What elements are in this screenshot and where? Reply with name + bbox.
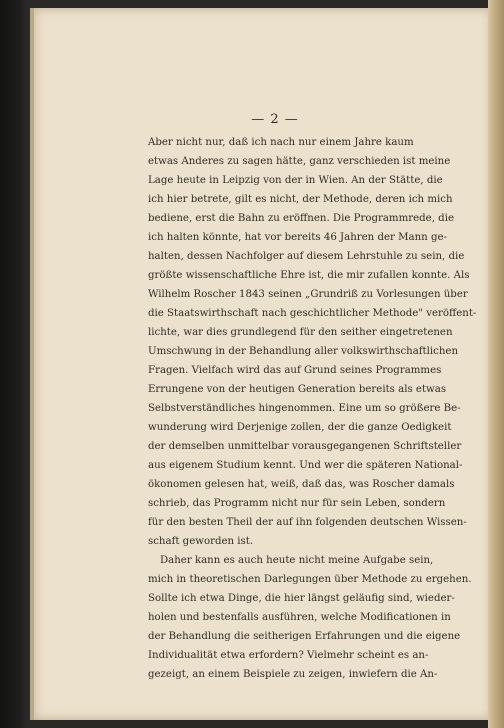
text-line: Aber nicht nur, daß ich nach nur einem Jahre kaum bbox=[148, 137, 414, 148]
text-line: aus eigenem Studium kennt. Und wer die späteren National- bbox=[148, 460, 463, 471]
text-line: mich in theoretischen Darlegungen über Methode zu ergehen. bbox=[148, 574, 472, 585]
text-line: Daher kann es auch heute nicht meine Aufgabe sein, bbox=[160, 555, 434, 566]
text-line: ich halten könnte, hat vor bereits 46 Jahren der Mann ge- bbox=[148, 232, 447, 243]
text-line: wunderung wird Derjenige zollen, der die ganze Oedigkeit bbox=[148, 422, 452, 433]
text-line: gezeigt, an einem Beispiele zu zeigen, inwiefern die An- bbox=[148, 669, 438, 680]
page-gutter bbox=[30, 8, 34, 720]
text-line: Individualität etwa erfordern? Vielmehr scheint es an- bbox=[148, 650, 429, 661]
text-line: schrieb, das Programm nicht nur für sein Leben, sondern bbox=[148, 498, 446, 509]
text-line: etwas Anderes zu sagen hätte, ganz verschieden ist meine bbox=[148, 156, 451, 167]
text-line: Lage heute in Leipzig von der in Wien. An der Stätte, die bbox=[148, 175, 443, 186]
text-line: ich hier betrete, gilt es nicht, der Methode, deren ich mich bbox=[148, 194, 453, 205]
body-text bbox=[148, 133, 477, 684]
page-number: — 2 — bbox=[251, 112, 299, 127]
text-line: für den besten Theil der auf ihn folgenden deutschen Wissen- bbox=[148, 517, 467, 528]
text-line: Wilhelm Roscher 1843 seinen „Grundriß zu Vorlesungen über bbox=[148, 289, 468, 300]
text-line: schaft geworden ist. bbox=[148, 536, 254, 547]
text-line: bediene, erst die Bahn zu eröffnen. Die Programmrede, die bbox=[148, 213, 454, 224]
text-line: halten, dessen Nachfolger auf diesem Lehrstuhle zu sein, die bbox=[148, 251, 465, 262]
text-line: Sollte ich etwa Dinge, die hier längst geläufig sind, wieder- bbox=[148, 593, 455, 604]
text-line: der demselben unmittelbar vorausgegangenen Schriftsteller bbox=[148, 441, 462, 452]
text-line: lichte, war dies grundlegend für den seither eingetretenen bbox=[148, 327, 453, 338]
text-line: holen und bestenfalls ausführen, welche Modificationen in bbox=[148, 612, 451, 623]
page-edge bbox=[488, 0, 504, 728]
text-line: größte wissenschaftliche Ehre ist, die mir zufallen konnte. Als bbox=[148, 270, 470, 281]
text-line: Errungene von der heutigen Generation bereits als etwas bbox=[148, 384, 447, 395]
text-line: Fragen. Vielfach wird das auf Grund seines Programmes bbox=[148, 365, 442, 376]
text-line: Selbstverständliches hingenommen. Eine um so größere Be- bbox=[148, 403, 461, 414]
text-line: Umschwung in der Behandlung aller volkswirthschaftlichen bbox=[148, 346, 459, 357]
text-line: ökonomen gelesen hat, weiß, daß das, was Roscher damals bbox=[148, 479, 455, 490]
text-line: die Staatswirthschaft nach geschichtlicher Methode" veröffent- bbox=[148, 308, 477, 319]
text-line: der Behandlung die seitherigen Erfahrungen und die eigene bbox=[148, 631, 461, 642]
